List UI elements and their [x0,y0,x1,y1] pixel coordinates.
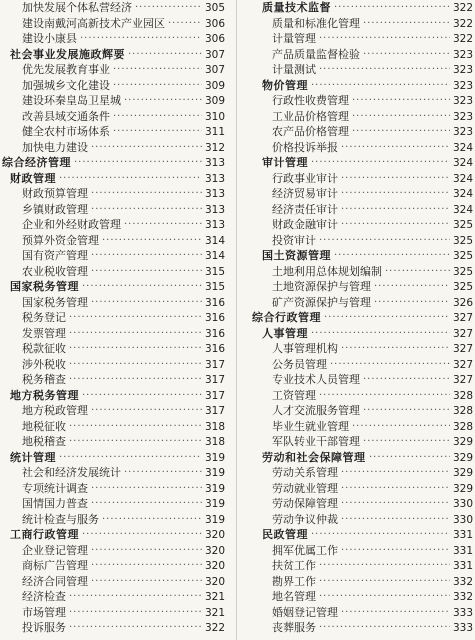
toc-page-number: 317 [204,358,225,371]
toc-item-title: 涉外税收 [22,357,66,371]
toc-item-title: 劳动就业管理 [272,481,338,495]
toc-page-number: 330 [452,498,473,510]
toc-item-title: 质量和标准化管理 [272,16,360,30]
toc-page-number: 313 [204,188,225,200]
toc-item-title: 产品质量监督检验 [272,47,360,61]
toc-page-number: 331 [452,529,473,541]
toc-section-title: 综合行政管理 [252,311,321,324]
toc-item-title: 计量管理 [272,32,316,45]
toc-page-number: 329 [452,451,473,464]
toc-chapter-title: 民政管理 [262,528,308,541]
toc-leader-dots [69,619,202,637]
toc-item-title: 国有资产管理 [22,249,88,262]
toc-chapter-title: 地方税务管理 [10,388,79,402]
toc-item-title: 地方税政管理 [22,404,88,417]
toc-page-number: 333 [452,622,473,634]
toc-item-title: 投资审计 [272,233,316,247]
toc-page-number: 333 [452,606,473,619]
toc-item-title: 国家税务管理 [22,295,88,309]
toc-item-title: 统计检查与服务 [22,512,99,526]
toc-chapter-title: 财政管理 [10,171,56,185]
toc-chapter-title: 工商行政管理 [10,528,79,541]
toc-item-title: 地名管理 [272,590,316,603]
toc-page-number: 332 [452,575,473,588]
toc-chapter-title: 审计管理 [262,156,308,169]
toc-page-number: 312 [204,141,225,154]
toc-item-title: 劳动争议仲裁 [272,512,338,526]
toc-item-title: 税务稽查 [22,373,66,386]
toc-page-number: 317 [204,374,225,386]
toc-item-title: 土地利用总体规划编制 [272,264,382,278]
toc-page-number: 319 [204,467,225,479]
toc-page-number: 315 [204,281,225,293]
toc-page-number: 322 [452,2,473,14]
toc-page-number: 323 [452,110,473,123]
toc-page-number: 322 [452,17,473,30]
toc-item-title: 建设小康县 [22,32,77,45]
toc-page-number: 323 [452,79,473,92]
toc-page-number: 316 [204,327,225,340]
toc-item-title: 农产品价格管理 [272,125,349,138]
toc-item-title: 拥军优属工作 [272,543,338,557]
toc-page-number: 324 [452,188,473,200]
toc-page-number: 328 [452,405,473,417]
toc-page-number: 323 [452,64,473,76]
toc-item-title: 税务登记 [22,311,66,324]
toc-page-number: 319 [204,498,225,510]
toc-page-number: 329 [452,467,473,479]
toc-item-title: 行政事业审计 [272,171,338,185]
toc-page-number: 323 [452,95,473,107]
toc-page-number: 306 [204,33,225,45]
toc-item-title: 专业技术人员管理 [272,373,360,386]
toc-page-number: 320 [204,575,225,588]
toc-chapter-title: 劳动和社会保障管理 [262,450,366,464]
toc-page-number: 325 [452,219,473,231]
toc-page-number: 324 [452,172,473,185]
toc-item-title: 建设南戴河高新技术产业园区 [22,16,165,30]
toc-page-number: 327 [452,358,473,371]
toc-page-number: 324 [452,141,473,154]
toc-item-title: 地税征收 [22,419,66,433]
toc-item-title: 发票管理 [22,326,66,340]
toc-item-title: 价格投诉举报 [272,140,338,154]
toc-item-title: 社会和经济发展统计 [22,466,121,479]
toc-chapter-title: 统计管理 [10,450,56,464]
toc-section-title: 综合经济管理 [2,156,71,169]
toc-item-title: 扶贫工作 [272,559,316,572]
toc-page-number: 319 [204,451,225,464]
toc-item-title: 丧葬服务 [272,621,316,634]
toc-item-title: 加快电力建设 [22,140,88,154]
toc-item-title: 加快发展个体私营经济 [22,1,132,14]
toc-item-title: 经济责任审计 [272,202,338,216]
toc-page-number: 306 [204,17,225,30]
toc-item-title: 军队转业干部管理 [272,435,360,448]
toc-item-title: 经济合同管理 [22,574,88,588]
toc-page-number: 325 [452,265,473,278]
toc-item-title: 矿产资源保护与管理 [272,295,371,309]
toc-item-title: 经济贸易审计 [272,187,338,200]
toc-item-title: 国情国力普查 [22,497,88,510]
toc-entry [0,619,233,637]
toc-item-title: 公务员管理 [272,357,327,371]
toc-chapter-title: 国土资源管理 [262,249,331,262]
toc-page-number: 330 [452,513,473,526]
toc-page-number: 317 [204,405,225,417]
toc-chapter-title: 质量技术监督 [262,1,331,14]
toc-page-number: 313 [204,172,225,185]
toc-chapter-title: 物价管理 [262,78,308,92]
toc-page-number: 316 [204,312,225,324]
toc-page-number: 316 [204,296,225,309]
toc-item-title: 毕业生就业管理 [272,419,349,433]
toc-item-title: 优先发展教育事业 [22,63,110,76]
toc-item-title: 改善县域交通条件 [22,109,110,123]
toc-item-title: 乡镇财政管理 [22,202,88,216]
toc-page-number: 309 [204,95,225,107]
toc-page-number: 325 [452,281,473,293]
toc-item-title: 预算外资金管理 [22,233,99,247]
toc-item-title: 商标广告管理 [22,559,88,572]
toc-page-number: 318 [204,436,225,448]
toc-item-title: 劳动关系管理 [272,466,338,479]
toc-item-title: 建设环秦皇岛卫星城 [22,94,121,107]
toc-item-title: 勘界工作 [272,574,316,588]
toc-item-title: 工业品价格管理 [272,109,349,123]
column-divider [236,0,237,640]
toc-page-number: 313 [204,203,225,216]
toc-page-number: 323 [452,48,473,61]
toc-page-number: 328 [452,420,473,433]
toc-page-number: 318 [204,420,225,433]
toc-page-number: 329 [452,436,473,448]
toc-page-number: 322 [204,622,225,634]
toc-page-number: 307 [204,48,225,61]
toc-page-number: 325 [452,234,473,247]
toc-page-number: 322 [452,33,473,45]
toc-item-title: 劳动保障管理 [272,497,338,510]
toc-page-number: 310 [204,110,225,123]
toc-item-title: 财政预算管理 [22,187,88,200]
toc-item-title: 企业登记管理 [22,543,88,557]
toc-item-title: 市场管理 [22,605,66,619]
toc-leader-dots [319,619,450,637]
toc-item-title: 财政金融审计 [272,218,338,231]
toc-page-number: 323 [452,126,473,138]
toc-page-number: 325 [452,250,473,262]
toc-page-number: 327 [452,312,473,324]
toc-page-number: 316 [204,343,225,355]
toc-item-title: 专项统计调查 [22,481,88,495]
toc-page-number: 309 [204,79,225,92]
toc-item-title: 工资管理 [272,388,316,402]
toc-chapter-title: 人事管理 [262,326,308,340]
toc-page-number: 326 [452,296,473,309]
toc-page-number: 324 [452,157,473,169]
toc-page-number: 307 [204,64,225,76]
toc-item-title: 农业税收管理 [22,264,88,278]
toc-page-number: 313 [204,219,225,231]
toc-page-number: 328 [452,389,473,402]
toc-page-number: 319 [204,513,225,526]
toc-item-title: 企业和外经财政管理 [22,218,121,231]
toc-page-number: 319 [204,482,225,495]
toc-item-title: 人事管理机构 [272,342,338,355]
toc-item-title: 经济检查 [22,590,66,603]
toc-page-number: 321 [204,606,225,619]
toc-page-number: 327 [452,327,473,340]
toc-page-number: 311 [204,126,225,138]
toc-item-title: 人才交流服务管理 [272,404,360,417]
toc-page-number: 321 [204,591,225,603]
toc-page-number: 324 [452,203,473,216]
toc-page-number: 313 [204,157,225,169]
toc-item-title: 加强城乡文化建设 [22,78,110,92]
toc-page-number: 315 [204,265,225,278]
toc-item-title: 土地资源保护与管理 [272,280,371,293]
toc-page-number: 317 [204,389,225,402]
toc-page-number: 314 [204,250,225,262]
toc-entry [240,619,475,637]
toc-item-title: 地税稽查 [22,435,66,448]
toc-page-number: 320 [204,544,225,557]
toc-page-number: 332 [452,591,473,603]
toc-item-title: 行政性收费管理 [272,94,349,107]
toc-chapter-title: 社会事业发展施政辉要 [10,47,125,61]
toc-page-number: 329 [452,482,473,495]
toc-item-title: 投诉服务 [22,621,66,634]
toc-chapter-title: 国家税务管理 [10,280,79,293]
toc-item-title: 健全农村市场体系 [22,125,110,138]
toc-page-number: 327 [452,374,473,386]
toc-page-number: 305 [204,2,225,14]
toc-page-number: 320 [204,560,225,572]
toc-item-title: 计量测试 [272,63,316,76]
toc-page-number: 331 [452,544,473,557]
toc-item-title: 税款征收 [22,342,66,355]
toc-item-title: 婚姻登记管理 [272,605,338,619]
toc-page-number: 331 [452,560,473,572]
toc-page-number: 327 [452,343,473,355]
toc-page-number: 320 [204,529,225,541]
toc-page-number: 314 [204,234,225,247]
